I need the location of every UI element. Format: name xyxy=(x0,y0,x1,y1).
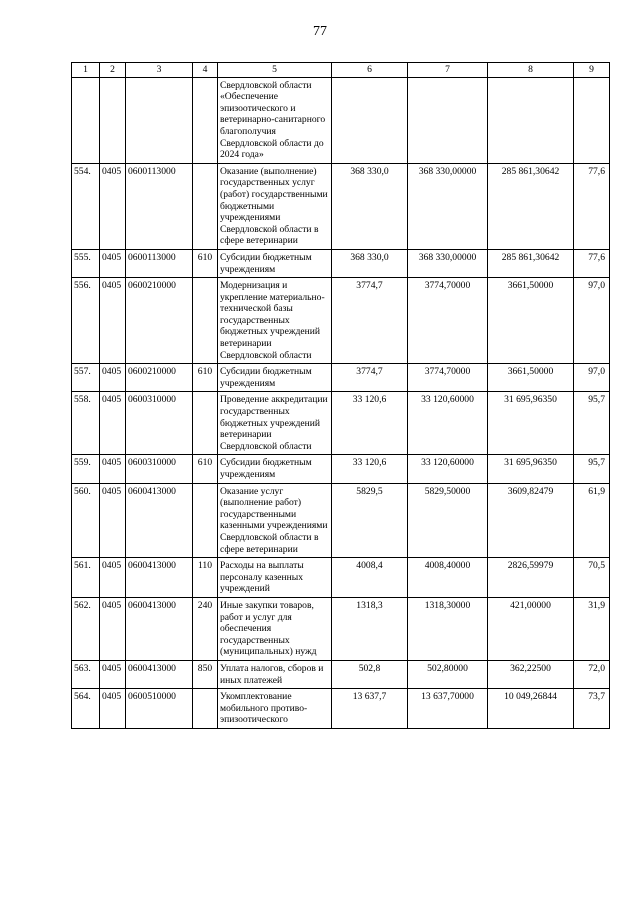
column-header: 5 xyxy=(218,63,332,78)
expense-type-code: 850 xyxy=(193,660,218,688)
table-row xyxy=(72,660,610,688)
target-code: 0600310000 xyxy=(126,392,193,455)
row-number: 562. xyxy=(72,597,100,660)
section-code: 0405 xyxy=(100,558,126,598)
executed-amount: 421,00000 xyxy=(488,597,574,660)
section-code: 0405 xyxy=(100,249,126,277)
section-code: 0405 xyxy=(100,689,126,729)
target-code: 0600113000 xyxy=(126,249,193,277)
execution-percent: 77,6 xyxy=(574,163,610,249)
target-code: 0600510000 xyxy=(126,689,193,729)
expense-type-code: 610 xyxy=(193,249,218,277)
table-row xyxy=(72,689,610,729)
item-name: Оказание услуг (выполнение работ) государственными казенными учреждениями Свердловской области в сфере ветеринарии xyxy=(218,483,332,558)
table-row xyxy=(72,392,610,455)
row-number: 560. xyxy=(72,483,100,558)
section-code: 0405 xyxy=(100,455,126,483)
section-code: 0405 xyxy=(100,483,126,558)
target-code: 0600210000 xyxy=(126,278,193,364)
item-name: Расходы на выплаты персоналу казенных учреждений xyxy=(218,558,332,598)
row-number: 557. xyxy=(72,364,100,392)
amended-amount: 33 120,60000 xyxy=(408,455,488,483)
row-number: 564. xyxy=(72,689,100,729)
row-number: 558. xyxy=(72,392,100,455)
amended-amount: 502,80000 xyxy=(408,660,488,688)
item-name: Модернизация и укрепление материально-технической базы государственных бюджетных учреждений ветеринарии Свердловской области xyxy=(218,278,332,364)
section-code: 0405 xyxy=(100,278,126,364)
expense-type-code: 610 xyxy=(193,364,218,392)
column-header: 7 xyxy=(408,63,488,78)
plan-amount xyxy=(332,77,408,163)
table-row xyxy=(72,558,610,598)
column-header: 9 xyxy=(574,63,610,78)
plan-amount: 3774,7 xyxy=(332,364,408,392)
plan-amount: 502,8 xyxy=(332,660,408,688)
expense-type-code xyxy=(193,689,218,729)
plan-amount: 33 120,6 xyxy=(332,455,408,483)
executed-amount: 2826,59979 xyxy=(488,558,574,598)
item-name: Субсидии бюджетным учреждениям xyxy=(218,249,332,277)
execution-percent: 31,9 xyxy=(574,597,610,660)
column-header: 4 xyxy=(193,63,218,78)
execution-percent: 77,6 xyxy=(574,249,610,277)
execution-percent: 97,0 xyxy=(574,364,610,392)
table-row xyxy=(72,597,610,660)
executed-amount: 3661,50000 xyxy=(488,278,574,364)
budget-table xyxy=(71,62,610,729)
amended-amount: 368 330,00000 xyxy=(408,249,488,277)
row-number: 556. xyxy=(72,278,100,364)
section-code: 0405 xyxy=(100,163,126,249)
plan-amount: 1318,3 xyxy=(332,597,408,660)
row-number: 554. xyxy=(72,163,100,249)
expense-type-code xyxy=(193,77,218,163)
column-header: 8 xyxy=(488,63,574,78)
target-code: 0600413000 xyxy=(126,597,193,660)
plan-amount: 368 330,0 xyxy=(332,249,408,277)
amended-amount: 33 120,60000 xyxy=(408,392,488,455)
executed-amount: 362,22500 xyxy=(488,660,574,688)
amended-amount: 3774,70000 xyxy=(408,364,488,392)
section-code: 0405 xyxy=(100,392,126,455)
expense-type-code xyxy=(193,163,218,249)
target-code xyxy=(126,77,193,163)
execution-percent: 95,7 xyxy=(574,392,610,455)
column-header: 3 xyxy=(126,63,193,78)
column-header: 1 xyxy=(72,63,100,78)
section-code xyxy=(100,77,126,163)
item-name: Субсидии бюджетным учреждениям xyxy=(218,364,332,392)
item-name: Субсидии бюджетным учреждениям xyxy=(218,455,332,483)
item-name: Свердловской области «Обеспечение эпизоотического и ветеринарно-санитарного благополучия Свердловской области до 2024 года» xyxy=(218,77,332,163)
expense-type-code: 110 xyxy=(193,558,218,598)
expense-type-code: 610 xyxy=(193,455,218,483)
amended-amount: 13 637,70000 xyxy=(408,689,488,729)
amended-amount: 4008,40000 xyxy=(408,558,488,598)
amended-amount: 5829,50000 xyxy=(408,483,488,558)
table-row xyxy=(72,278,610,364)
item-name: Иные закупки товаров, работ и услуг для обеспечения государственных (муниципальных) нужд xyxy=(218,597,332,660)
amended-amount: 368 330,00000 xyxy=(408,163,488,249)
plan-amount: 4008,4 xyxy=(332,558,408,598)
item-name: Проведение аккредитации государственных бюджетных учреждений ветеринарии Свердловской области xyxy=(218,392,332,455)
column-header: 2 xyxy=(100,63,126,78)
target-code: 0600413000 xyxy=(126,483,193,558)
execution-percent: 61,9 xyxy=(574,483,610,558)
expense-type-code xyxy=(193,483,218,558)
column-header: 6 xyxy=(332,63,408,78)
target-code: 0600210000 xyxy=(126,364,193,392)
target-code: 0600310000 xyxy=(126,455,193,483)
executed-amount: 285 861,30642 xyxy=(488,163,574,249)
executed-amount xyxy=(488,77,574,163)
table-row xyxy=(72,364,610,392)
plan-amount: 5829,5 xyxy=(332,483,408,558)
target-code: 0600413000 xyxy=(126,660,193,688)
row-number xyxy=(72,77,100,163)
amended-amount: 1318,30000 xyxy=(408,597,488,660)
plan-amount: 13 637,7 xyxy=(332,689,408,729)
section-code: 0405 xyxy=(100,364,126,392)
row-number: 563. xyxy=(72,660,100,688)
amended-amount: 3774,70000 xyxy=(408,278,488,364)
page-number: 77 xyxy=(313,24,327,39)
execution-percent: 73,7 xyxy=(574,689,610,729)
row-number: 555. xyxy=(72,249,100,277)
executed-amount: 3609,82479 xyxy=(488,483,574,558)
expense-type-code xyxy=(193,278,218,364)
table-row xyxy=(72,163,610,249)
section-code: 0405 xyxy=(100,660,126,688)
execution-percent: 97,0 xyxy=(574,278,610,364)
execution-percent: 95,7 xyxy=(574,455,610,483)
execution-percent xyxy=(574,77,610,163)
expense-type-code: 240 xyxy=(193,597,218,660)
executed-amount: 3661,50000 xyxy=(488,364,574,392)
execution-percent: 70,5 xyxy=(574,558,610,598)
executed-amount: 285 861,30642 xyxy=(488,249,574,277)
table-row xyxy=(72,455,610,483)
header-row xyxy=(72,63,610,78)
executed-amount: 31 695,96350 xyxy=(488,392,574,455)
executed-amount: 10 049,26844 xyxy=(488,689,574,729)
section-code: 0405 xyxy=(100,597,126,660)
item-name: Укомплектование мобильного противо-эпизоотического xyxy=(218,689,332,729)
table-row xyxy=(72,77,610,163)
item-name: Оказание (выполнение) государственных услуг (работ) государственными бюджетными учреждениями Свердловской области в сфере ветеринарии xyxy=(218,163,332,249)
plan-amount: 368 330,0 xyxy=(332,163,408,249)
expense-type-code xyxy=(193,392,218,455)
plan-amount: 33 120,6 xyxy=(332,392,408,455)
plan-amount: 3774,7 xyxy=(332,278,408,364)
target-code: 0600413000 xyxy=(126,558,193,598)
row-number: 559. xyxy=(72,455,100,483)
executed-amount: 31 695,96350 xyxy=(488,455,574,483)
table-row xyxy=(72,483,610,558)
table-row xyxy=(72,249,610,277)
amended-amount xyxy=(408,77,488,163)
row-number: 561. xyxy=(72,558,100,598)
item-name: Уплата налогов, сборов и иных платежей xyxy=(218,660,332,688)
target-code: 0600113000 xyxy=(126,163,193,249)
execution-percent: 72,0 xyxy=(574,660,610,688)
